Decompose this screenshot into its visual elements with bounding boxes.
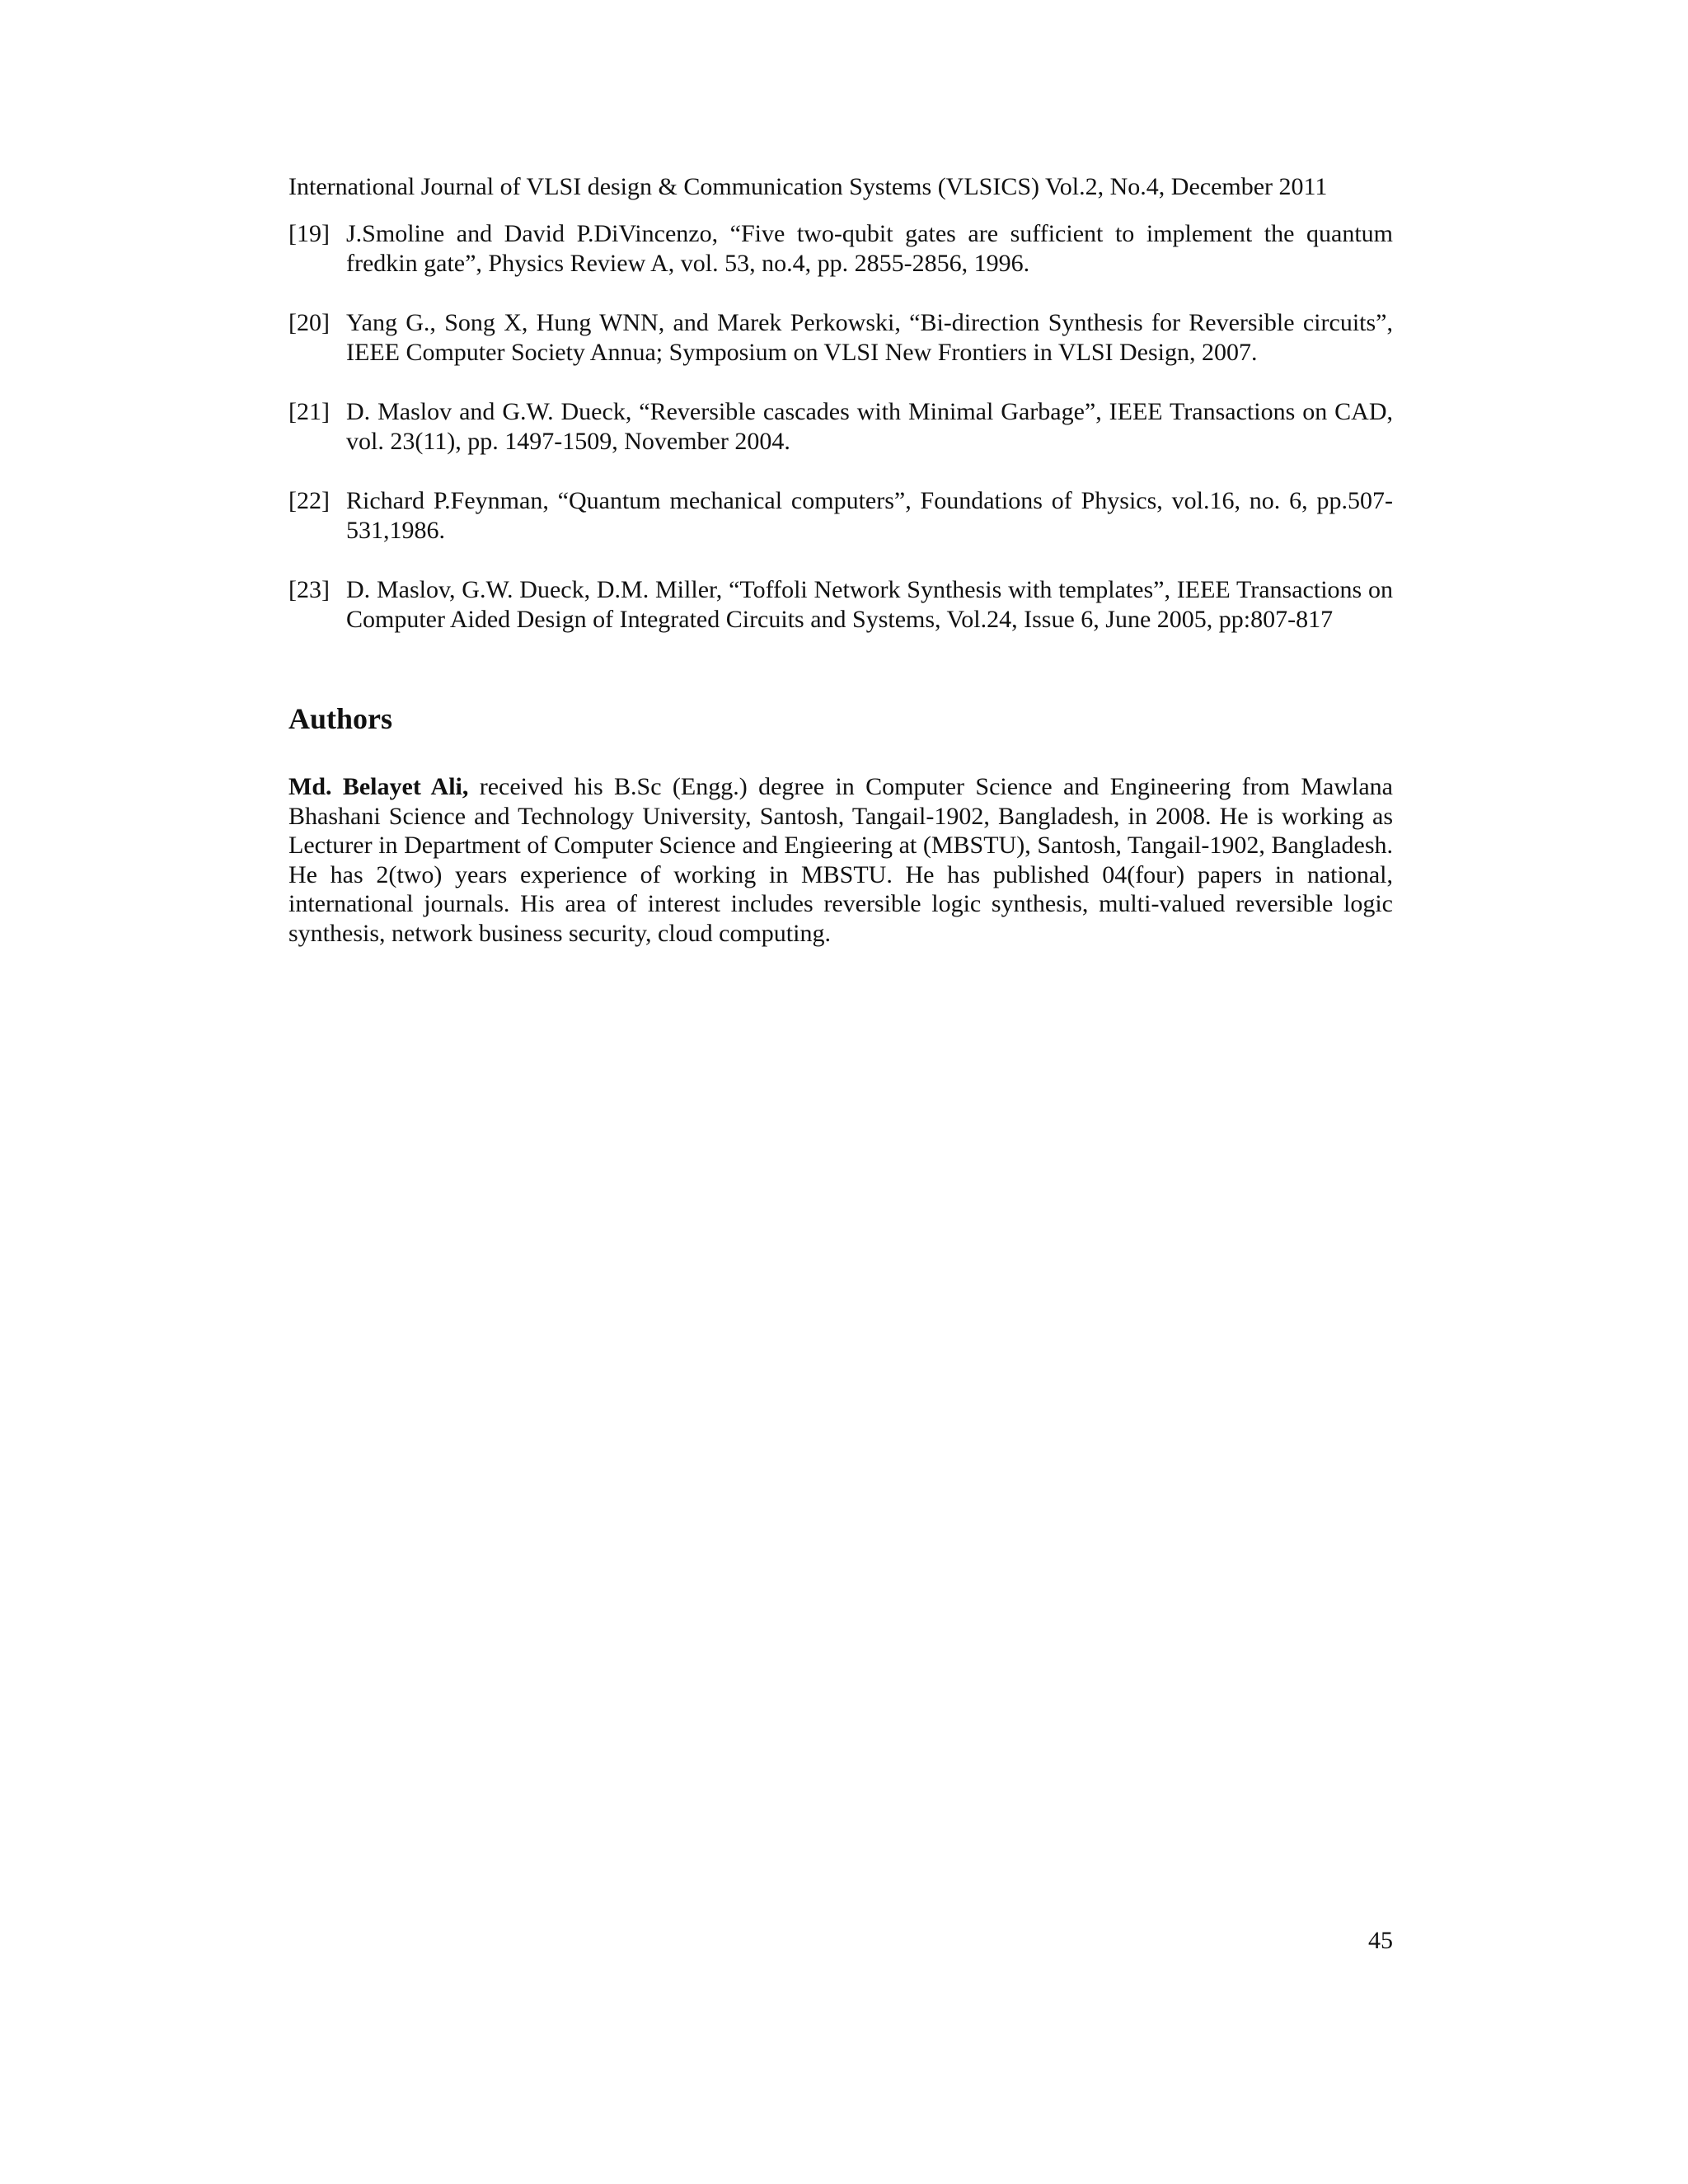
reference-item — [288, 575, 1393, 635]
reference-text: Yang G., Song X, Hung WNN, and Marek Perkowski, “Bi-direction Synthesis for Reversible circuits”, IEEE Computer Society Annua; Symposium on VLSI New Frontiers in VLSI Design, 2007. — [346, 309, 1393, 366]
reference-text: Richard P.Feynman, “Quantum mechanical computers”, Foundations of Physics, vol.16, no. 6, pp.507-531,1986. — [346, 487, 1393, 544]
reference-item — [288, 486, 1393, 546]
author-name: Md. Belayet Ali, — [288, 773, 469, 800]
reference-number: [22] — [288, 487, 330, 514]
authors-heading: Authors — [288, 702, 393, 735]
reference-text: D. Maslov, G.W. Dueck, D.M. Miller, “Toffoli Network Synthesis with templates”, IEEE Transactions on Computer Aided Design of Integrated Circuits and Systems, Vol.24, Issue 6, June 2005, pp:807-817 — [346, 576, 1393, 633]
reference-text: D. Maslov and G.W. Dueck, “Reversible cascades with Minimal Garbage”, IEEE Transactions on CAD, vol. 23(11), pp. 1497-1509, November 2004. — [346, 398, 1393, 455]
reference-item — [288, 219, 1393, 279]
reference-item — [288, 397, 1393, 457]
reference-number: [20] — [288, 309, 330, 336]
author-bio — [288, 772, 1393, 948]
running-header: International Journal of VLSI design & Communication Systems (VLSICS) Vol.2, No.4, December 2011 — [288, 173, 1328, 200]
reference-number: [23] — [288, 576, 330, 603]
reference-text: J.Smoline and David P.DiVincenzo, “Five two-qubit gates are sufficient to implement the quantum fredkin gate”, Physics Review A, vol. 53, no.4, pp. 2855-2856, 1996. — [346, 220, 1393, 277]
reference-number: [19] — [288, 220, 330, 247]
author-bio-text: received his B.Sc (Engg.) degree in Computer Science and Engineering from Mawlana Bhashani Science and Technology University, Santosh, Tangail-1902, Bangladesh, in 2008. He is working as Lecturer in Department of Computer Science and Engieering at (MBSTU), Santosh, Tangail-1902, Bangladesh. He has 2(two) years experience of working in MBSTU. He has published 04(four) papers in national, international journals. His area of interest includes reversible logic synthesis, multi-valued reversible logic synthesis, network business security, cloud computing. — [288, 773, 1393, 947]
page-number: 45 — [1368, 1927, 1393, 1954]
reference-number: [21] — [288, 398, 330, 425]
reference-list — [288, 219, 1393, 664]
reference-item — [288, 308, 1393, 368]
